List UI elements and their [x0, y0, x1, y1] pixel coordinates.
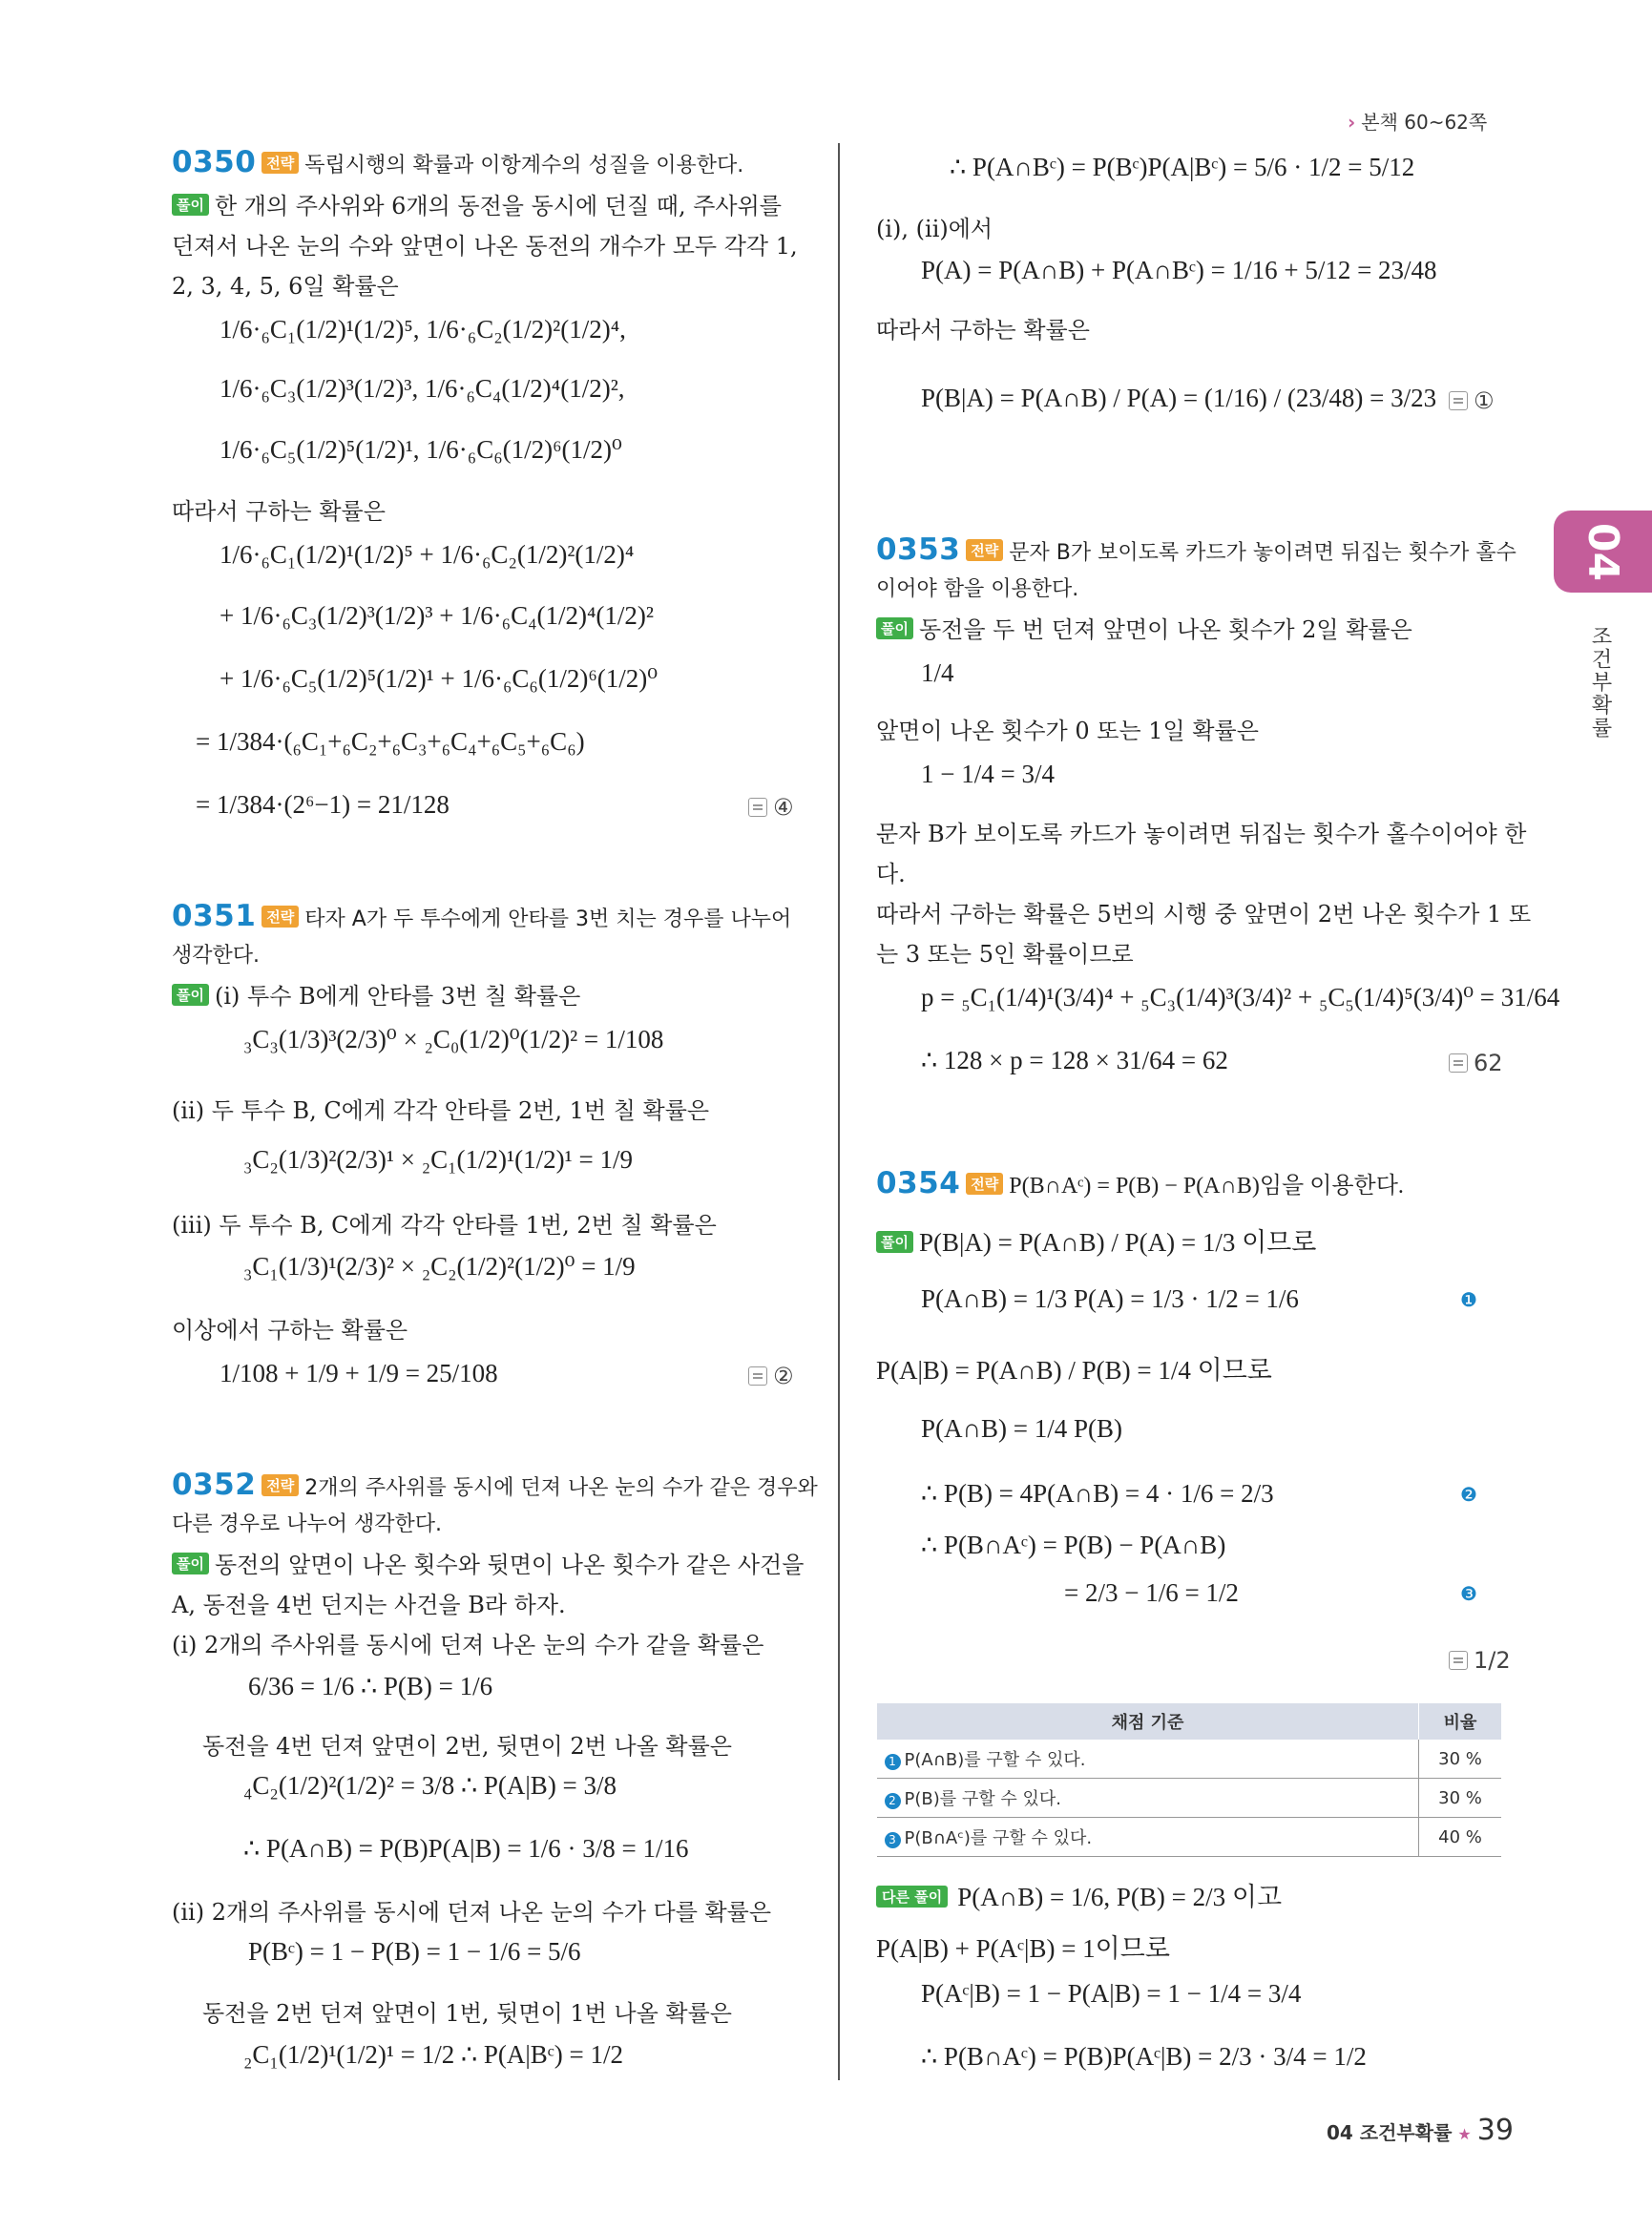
solution-tag: 풀이: [876, 1231, 913, 1253]
answer-icon: [1449, 391, 1468, 410]
problem-number: 0350: [172, 145, 257, 179]
chapter-tab-title: 조건부확률: [1588, 625, 1612, 740]
strategy-tag: 전략: [966, 539, 1003, 561]
answer: 62: [1449, 1050, 1503, 1076]
table-header-rate: 비율: [1419, 1703, 1502, 1740]
column-divider: [838, 143, 840, 2080]
footer-chapter: 04 조건부확률: [1327, 2121, 1453, 2144]
step-marker-3: ❸: [1460, 1582, 1477, 1605]
strategy-text: 독립시행의 확률과 이항계수의 성질을 이용한다.: [304, 154, 744, 177]
strategy-tag: 전략: [261, 906, 299, 928]
number-badge: 1: [885, 1754, 901, 1770]
strategy-text: P(B∩Aᶜ) = P(B) − P(A∩B)임을 이용한다.: [1009, 1174, 1404, 1199]
problem-number: 0354: [876, 1166, 961, 1200]
answer: ①: [1449, 387, 1495, 414]
strategy-tag: 전략: [966, 1173, 1003, 1195]
number-badge: 3: [885, 1832, 901, 1848]
answer-icon: [1449, 1053, 1468, 1073]
number-badge: 2: [885, 1793, 901, 1809]
table-row: 2 P(B)를 구할 수 있다. 30 %: [877, 1779, 1502, 1818]
step-marker-1: ❶: [1460, 1288, 1477, 1311]
problem-number: 0351: [172, 899, 257, 933]
page-number: 39: [1476, 2114, 1514, 2147]
answer-icon: [748, 798, 767, 817]
solution-tag: 풀이: [172, 1553, 209, 1574]
answer: ②: [748, 1363, 794, 1389]
chapter-tab: 04: [1554, 511, 1652, 593]
star-icon: ★: [1457, 2125, 1472, 2143]
strategy-text: 문자 B가 보이도록 카드가 놓이려면 뒤집는 횟수가 홀수: [1009, 541, 1516, 565]
strategy-tag: 전략: [261, 1474, 299, 1496]
solution-tag: 풀이: [172, 984, 209, 1006]
answer-icon: [748, 1366, 767, 1386]
step-marker-2: ❷: [1460, 1483, 1477, 1506]
answer: 1/2: [1449, 1647, 1511, 1674]
scoring-table: [876, 1703, 1501, 1857]
alt-solution-tag: 다른 풀이: [876, 1886, 948, 1908]
solution-tag: 풀이: [172, 194, 209, 216]
table-row: 1 P(A∩B)를 구할 수 있다. 30 %: [877, 1740, 1502, 1779]
problem-number: 0353: [876, 532, 961, 567]
strategy-text: 2개의 주사위를 동시에 던져 나온 눈의 수가 같은 경우와: [304, 1476, 818, 1500]
page-footer: [1327, 2114, 1514, 2147]
strategy-text: 타자 A가 두 투수에게 안타를 3번 치는 경우를 나누어: [304, 907, 792, 931]
table-row: 3 P(B∩Aᶜ)를 구할 수 있다. 40 %: [877, 1818, 1502, 1857]
alt-solution: 다른 풀이 P(A∩B) = 1/6, P(B) = 2/3 이고: [876, 1876, 1282, 1913]
solution-tag: 풀이: [876, 617, 913, 639]
strategy-tag: 전략: [261, 152, 299, 174]
table-header-criteria: 채점 기준: [877, 1703, 1419, 1740]
answer: ④: [748, 794, 794, 821]
arrow-icon: ›: [1348, 111, 1356, 134]
page-reference: › 본책 60~62쪽: [1348, 111, 1488, 134]
problem-number: 0352: [172, 1468, 257, 1502]
answer-icon: [1449, 1651, 1468, 1670]
